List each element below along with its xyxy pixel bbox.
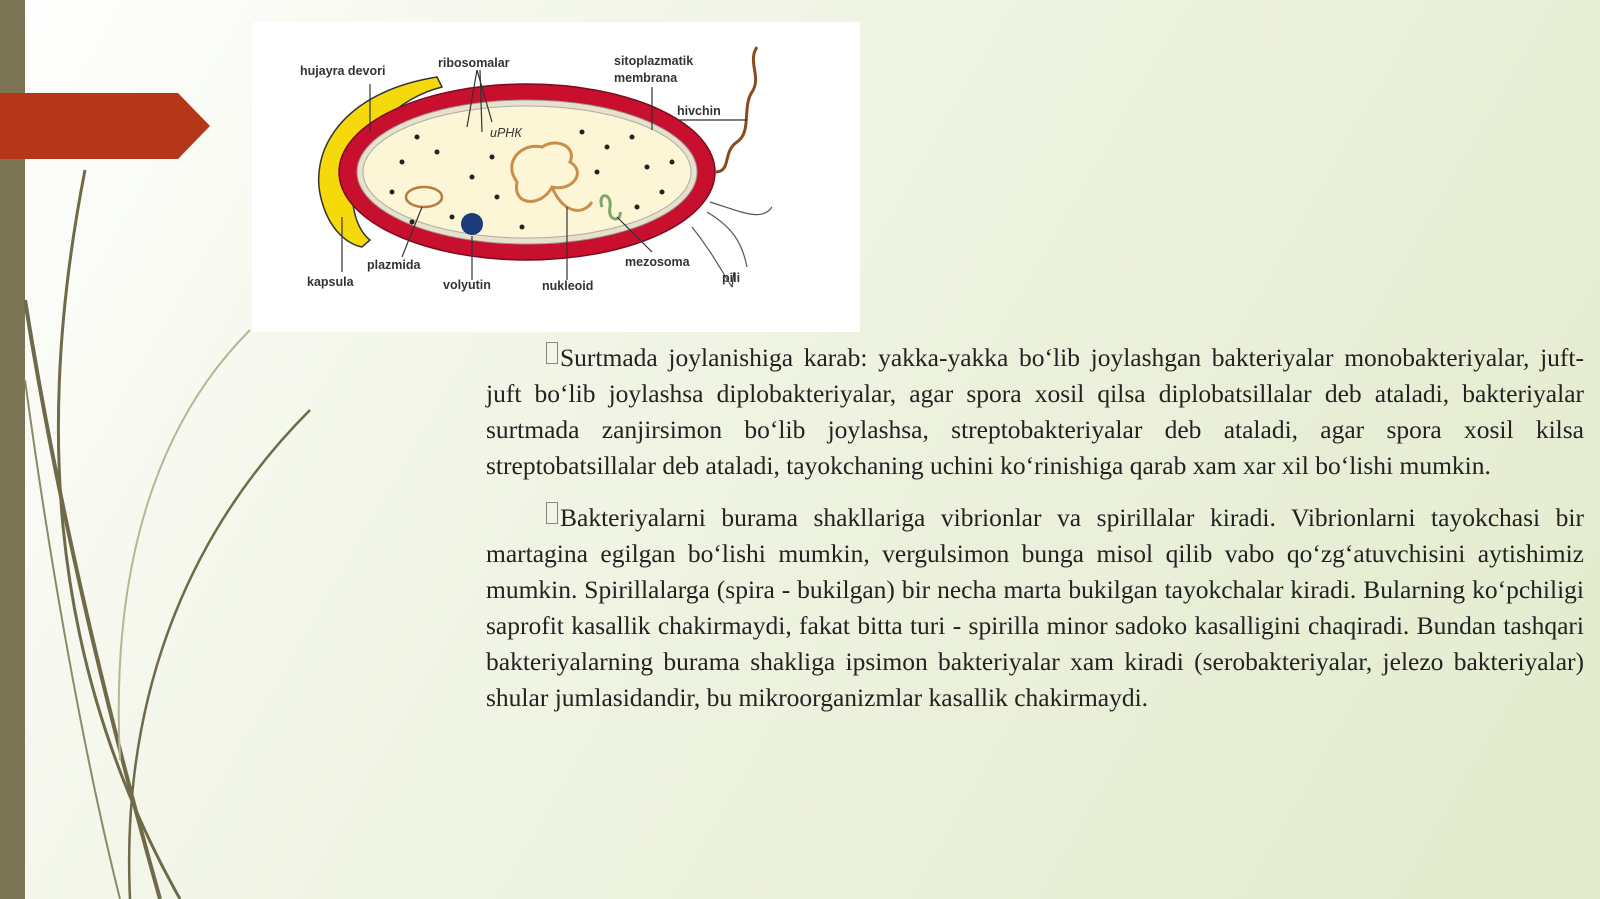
label-rna: иРНК <box>490 126 522 140</box>
label-flagellum: hivchin <box>677 104 721 118</box>
label-nucleoid: nukleoid <box>542 279 594 293</box>
paragraph-spiral-forms <box>486 500 1584 716</box>
label-capsule: kapsula <box>307 275 354 289</box>
label-ribosomes: ribosomalar <box>438 56 510 70</box>
label-volutin: volyutin <box>443 278 491 292</box>
paragraph-text: Surtmada joylanishiga karab: yakka-yakka bo‘lib joylashgan bakteriyalar monobakteriyalar, juft-juft bo‘lib joylashsa diplobakteriyalar, agar spora xosil qilsa diplobatsillalar deb ataladi, bakteriyalar surtmada zanjirsimon bo‘lib joylashsa, streptobakteriyalar deb ataladi, agar spora xosil kilsa streptobatsillalar deb ataladi, tayokchaning uchini ko‘rinishiga qarab xam xar xil bo‘lishi mumkin. <box>486 343 1584 480</box>
volutin-shape <box>461 213 483 235</box>
label-membrane-line2: membrana <box>614 71 678 85</box>
label-cell-wall: hujayra devori <box>300 64 386 78</box>
paragraph-arrangement <box>486 340 1584 484</box>
paragraph-text: Bakteriyalarni burama shakllariga vibrionlar va spirillalar kiradi. Vibrionlarni tayokchasi bir martagina egilgan bo‘lishi mumkin, vergulsimon bunga misol qilib vabo qo‘zg‘atuvchisini aytishimiz mumkin. Spirillalarga (spira - bukilgan) bir necha marta bukilgan tayokchalar kiradi. Bularning ko‘pchiligi saprofit kasallik chakirmaydi, fakat bitta turi - spirilla minor sadoko kasalligini chaqiradi. Bundan tashqari bakteriyalarning burama shakliga ipsimon bakteriyalar xam kiradi (serobakteriyalar, jelezo bakteriyalar) shular jumlasidandir, bu mikroorganizmlar kasallik chakirmaydi. <box>486 503 1584 712</box>
missing-glyph-icon <box>546 502 558 524</box>
label-plasmid: plazmida <box>367 258 421 272</box>
bacterial-cell-diagram <box>252 22 860 332</box>
section-arrow-tab <box>0 93 210 159</box>
flagellum-shape <box>715 47 757 172</box>
label-pili: pili <box>722 271 741 285</box>
missing-glyph-icon <box>546 342 558 364</box>
cytoplasm-shape <box>363 106 691 238</box>
label-mesosome: mezosoma <box>625 255 690 269</box>
label-membrane-line1: sitoplazmatik <box>614 54 694 68</box>
body-text <box>486 340 1584 732</box>
